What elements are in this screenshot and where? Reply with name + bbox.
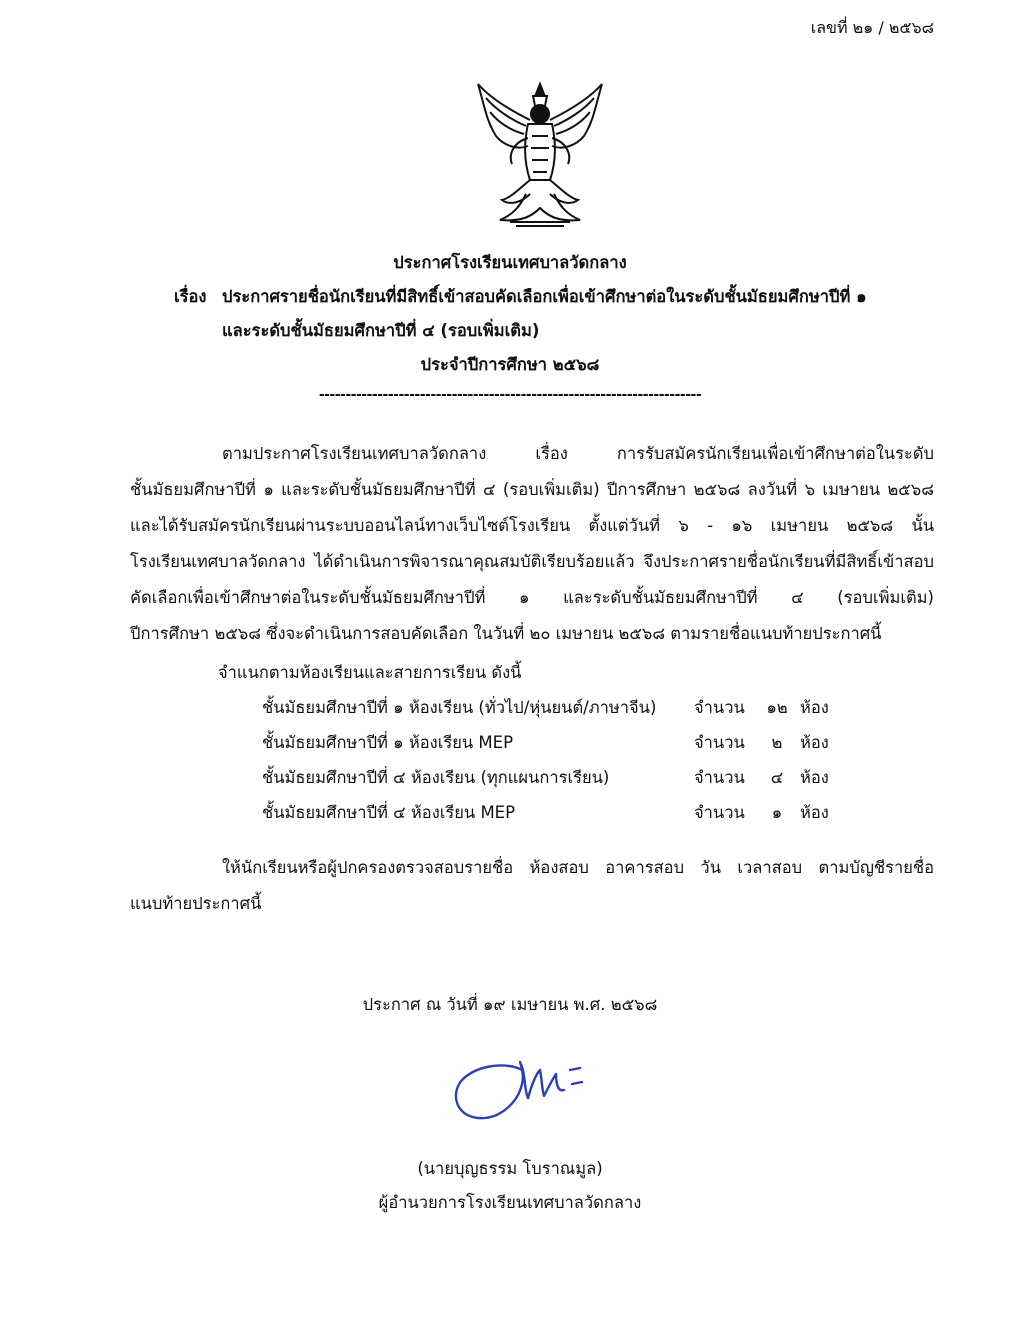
signer-block (0, 1152, 1020, 1220)
room-item (262, 725, 850, 760)
signer-name: (นายบุญธรรม โบราณมูล) (417, 1159, 603, 1178)
academic-year-line: ประจำปีการศึกษา ๒๕๖๘ (420, 355, 600, 374)
subject-label: เรื่อง (174, 287, 207, 306)
room-count: ๑๒ (766, 697, 788, 717)
room-unit: ห้อง (800, 767, 829, 787)
room-item (262, 760, 850, 795)
room-name: ชั้นมัธยมศึกษาปีที่ ๑ ห้องเรียน (ทั่วไป/หุ่นยนต์/ภาษาจีน) (262, 697, 657, 717)
title-divider: ------------------------------------------------------------------------ (318, 387, 702, 403)
count-label: จำนวน (694, 767, 745, 787)
title-line: ประกาศโรงเรียนเทศบาลวัดกลาง (393, 253, 627, 272)
signature-icon (448, 1040, 598, 1130)
body-line: คัดเลือกเพื่อเข้าศึกษาต่อในระดับชั้นมัธยมศึกษาปีที่ ๑ และระดับชั้นมัธยมศึกษาปีที่ ๔ (รอบเพิ่มเติม) (130, 588, 934, 607)
room-count: ๔ (770, 767, 784, 787)
body-line: ตามประกาศโรงเรียนเทศบาลวัดกลาง เรื่อง การรับสมัครนักเรียนเพื่อเข้าศึกษาต่อในระดับ (222, 444, 934, 463)
room-unit: ห้อง (800, 697, 829, 717)
classification-heading: จำแนกตามห้องเรียนและสายการเรียน ดังนี้ (218, 663, 522, 682)
instruction-line: ให้นักเรียนหรือผู้ปกครองตรวจสอบรายชื่อ ห้องสอบ อาคารสอบ วัน เวลาสอบ ตามบัญชีรายชื่อ (222, 858, 934, 877)
announcement-date: ประกาศ ณ วันที่ ๑๙ เมษายน พ.ศ. ๒๕๖๘ (362, 995, 658, 1014)
signer-position: ผู้อำนวยการโรงเรียนเทศบาลวัดกลาง (378, 1193, 642, 1212)
room-name: ชั้นมัธยมศึกษาปีที่ ๔ ห้องเรียน MEP (262, 802, 516, 822)
count-label: จำนวน (694, 802, 745, 822)
body-line: และได้รับสมัครนักเรียนผ่านระบบออนไลน์ทางเว็บไซต์โรงเรียน ตั้งแต่วันที่ ๖ - ๑๖ เมษายน ๒๕๖๘ นั้น (130, 516, 934, 535)
count-label: จำนวน (694, 697, 745, 717)
garuda-emblem-icon (470, 80, 610, 230)
room-name: ชั้นมัธยมศึกษาปีที่ ๔ ห้องเรียน (ทุกแผนการเรียน) (262, 767, 610, 787)
room-item (262, 795, 850, 830)
subject-text: ประกาศรายชื่อนักเรียนที่มีสิทธิ์เข้าสอบคัดเลือกเพื่อเข้าศึกษาต่อในระดับชั้นมัธยมศึกษาปีที่ ๑ (222, 287, 867, 306)
room-item (262, 690, 850, 725)
room-unit: ห้อง (800, 802, 829, 822)
body-line: โรงเรียนเทศบาลวัดกลาง ได้ดำเนินการพิจารณาคุณสมบัติเรียบร้อยแล้ว จึงประกาศรายชื่อนักเรียนที่มีสิทธิ์เข้าสอบ (130, 552, 934, 571)
body-line: ชั้นมัธยมศึกษาปีที่ ๑ และระดับชั้นมัธยมศึกษาปีที่ ๔ (รอบเพิ่มเติม) ปีการศึกษา ๒๕๖๘ ลงวันที่ ๖ เมษายน ๒๕๖๘ (130, 480, 934, 499)
document-number: เลขที่ ๒๑ / ๒๕๖๘ (810, 18, 934, 37)
room-count: ๑ (771, 802, 783, 822)
subject-line (0, 280, 1020, 314)
room-list (262, 690, 850, 830)
room-name: ชั้นมัธยมศึกษาปีที่ ๑ ห้องเรียน MEP (262, 732, 514, 752)
room-count: ๒ (771, 732, 783, 752)
announcement-title (0, 246, 1020, 408)
body-line: ปีการศึกษา ๒๕๖๘ ซึ่งจะดำเนินการสอบคัดเลือก ในวันที่ ๒๐ เมษายน ๒๕๖๘ ตามรายชื่อแนบท้ายประกาศนี้ (130, 624, 882, 643)
subject-continuation: และระดับชั้นมัธยมศึกษาปีที่ ๔ (รอบเพิ่มเติม) (222, 321, 540, 340)
count-label: จำนวน (694, 732, 745, 752)
room-unit: ห้อง (800, 732, 829, 752)
instruction-paragraph (130, 850, 934, 922)
instruction-line: แนบท้ายประกาศนี้ (130, 894, 262, 913)
announcement-body (130, 436, 934, 652)
